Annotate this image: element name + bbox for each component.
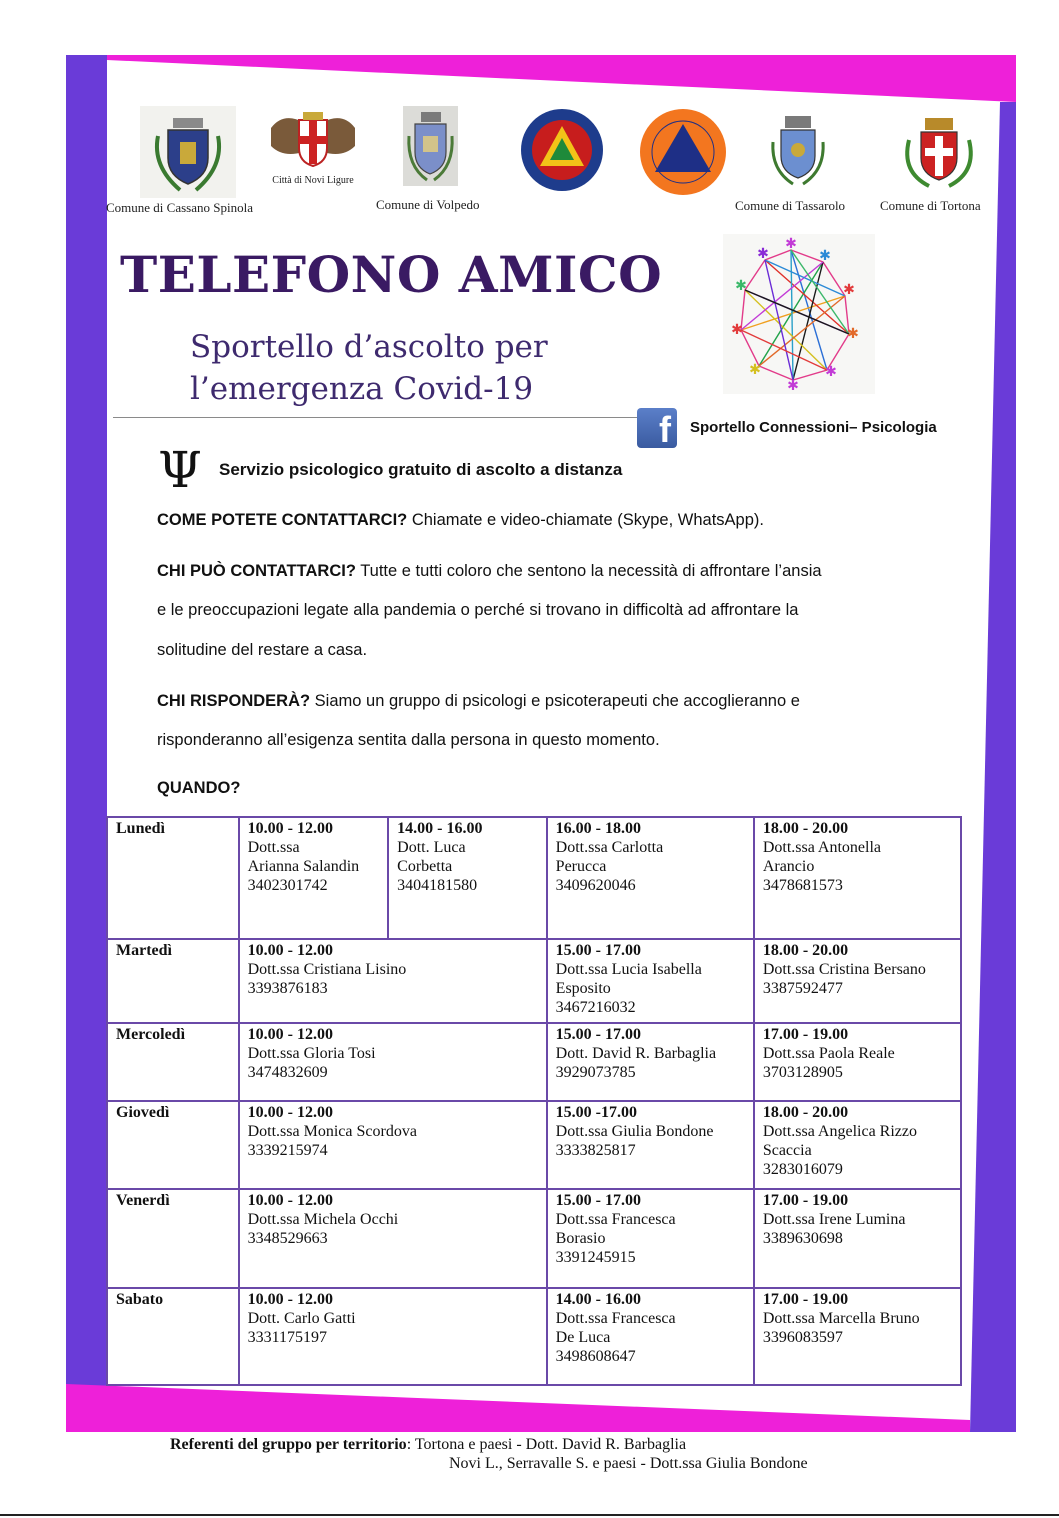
slot-doctor: Dott.ssa Francesca [555, 1310, 676, 1327]
crest-novi-icon [263, 108, 363, 170]
footer-line-2: Novi L., Serravalle S. e paesi - Dott.ssa Giulia Bondone [449, 1455, 808, 1472]
slot-cell [239, 1288, 547, 1385]
caption-cassano: Comune di Cassano Spinola [106, 200, 253, 215]
slot-time: 10.00 - 12.00 [247, 820, 333, 837]
page-title: TELEFONO AMICO [120, 245, 663, 304]
table-row [107, 1189, 961, 1288]
logo-crest-volpedo [403, 106, 458, 186]
logo-crest-cassano [140, 106, 236, 198]
slot-doctor: Dott.ssa Michela Occhi [247, 1211, 399, 1228]
slot-time: 10.00 - 12.00 [247, 1026, 333, 1043]
slot-doctor: Dott.ssa Angelica Rizzo [762, 1123, 917, 1140]
day-cell: Martedì [107, 939, 239, 1023]
slot-doctor: Dott.ssa [247, 839, 300, 856]
table-row [107, 1023, 961, 1101]
text-who-can-contact-3: solitudine del restare a casa. [157, 641, 368, 659]
slot-time: 10.00 - 12.00 [247, 1291, 333, 1308]
caption-volpedo: Comune di Volpedo [376, 197, 480, 212]
slot-doctor: Dott. Carlo Gatti [247, 1310, 356, 1327]
facebook-page-label[interactable]: Sportello Connessioni– Psicologia [690, 419, 937, 436]
slot-cell [239, 1189, 547, 1288]
slot-time: 17.00 - 19.00 [762, 1026, 849, 1043]
slot-doctor: Dott.ssa Irene Lumina [762, 1211, 906, 1228]
day-cell: Sabato [107, 1288, 239, 1385]
caption-tassarolo: Comune di Tassarolo [735, 198, 846, 213]
slot-time: 16.00 - 18.00 [555, 820, 641, 837]
schedule-table [106, 816, 962, 1386]
slot-doctor: Arancio [762, 858, 815, 875]
slot-doctor: Scaccia [762, 1142, 812, 1159]
svg-text:✱: ✱ [787, 378, 799, 394]
network-graph-icon [723, 234, 875, 394]
novi-caption: Città di Novi Ligure [272, 175, 354, 186]
slot-phone: 3339215974 [247, 1142, 328, 1159]
svg-text:✱: ✱ [819, 248, 831, 264]
svg-text:✱: ✱ [843, 282, 855, 298]
paragraph-who-will-answer-line-1 [157, 692, 800, 711]
slot-phone: 3703128905 [762, 1064, 843, 1081]
text-who-can-contact-1: Tutte e tutti coloro che sentono la necessità di affrontare l’ansia [355, 562, 822, 580]
psi-symbol-icon: Ψ [158, 441, 202, 499]
page-subtitle [190, 326, 548, 410]
slot-cell [239, 817, 389, 939]
slot-doctor: Perucca [555, 858, 607, 875]
slot-phone: 3387592477 [762, 980, 843, 997]
network-illustration [723, 234, 875, 394]
slot-phone: 3498608647 [555, 1348, 636, 1365]
text-how-to-contact: Chiamate e video-chiamate (Skype, WhatsApp). [407, 511, 764, 529]
slot-time: 10.00 - 12.00 [247, 1104, 333, 1121]
slot-doctor: Dott.ssa Cristiana Lisino [247, 961, 407, 978]
title-divider [113, 417, 643, 418]
footer-referents [170, 1435, 808, 1473]
svg-text:✱: ✱ [825, 364, 837, 380]
slot-doctor: Corbetta [397, 858, 453, 875]
slot-time: 15.00 -17.00 [555, 1104, 637, 1121]
protezione-civile-icon [637, 108, 729, 196]
svg-text:✱: ✱ [757, 246, 769, 262]
slot-doctor: Dott. Luca [397, 839, 466, 856]
slot-doctor: Dott.ssa Marcella Bruno [762, 1310, 920, 1327]
slot-time: 14.00 - 16.00 [397, 820, 483, 837]
logo-crest-tortona [895, 116, 983, 192]
slot-doctor: Dott.ssa Gloria Tosi [247, 1045, 376, 1062]
slot-cell [754, 1023, 961, 1101]
slot-phone: 3391245915 [555, 1249, 636, 1266]
svg-text:✱: ✱ [731, 322, 743, 338]
slot-cell [239, 1023, 547, 1101]
slot-phone: 3409620046 [555, 877, 636, 894]
label-who-will-answer: CHI RISPONDERÀ? [157, 692, 311, 710]
subtitle-line-1: Sportello d’ascolto per [190, 329, 548, 365]
slot-doctor: Dott.ssa Antonella [762, 839, 882, 856]
slot-time: 15.00 - 17.00 [555, 942, 641, 959]
table-row [107, 1101, 961, 1189]
slot-phone: 3474832609 [247, 1064, 328, 1081]
caption-tortona: Comune di Tortona [880, 198, 981, 213]
crest-tortona-icon [895, 116, 983, 192]
slot-doctor: Esposito [555, 980, 611, 997]
slot-phone: 3348529663 [247, 1230, 328, 1247]
svg-text:✱: ✱ [749, 362, 761, 378]
label-who-can-contact: CHI PUÒ CONTATTARCI? [157, 562, 356, 580]
slot-cell [547, 1189, 754, 1288]
slot-phone: 3283016079 [762, 1161, 843, 1178]
text-who-will-answer-2: risponderanno all’esigenza sentita dalla persona in questo momento. [157, 731, 660, 749]
logo-civil-protection-badge [518, 108, 606, 192]
table-row [107, 817, 961, 939]
table-row [107, 1288, 961, 1385]
slot-doctor: Arianna Salandin [247, 858, 360, 875]
slot-cell [754, 1101, 961, 1189]
slot-cell [547, 1288, 754, 1385]
crest-volpedo-icon [403, 106, 458, 186]
slot-doctor: Dott.ssa Monica Scordova [247, 1123, 417, 1140]
logo-protezione-civile [637, 108, 729, 196]
slot-doctor: Dott.ssa Carlotta [555, 839, 664, 856]
slot-cell [754, 1288, 961, 1385]
day-cell: Venerdì [107, 1189, 239, 1288]
slot-cell [547, 939, 754, 1023]
slot-phone: 3393876183 [247, 980, 328, 997]
slot-time: 17.00 - 19.00 [762, 1192, 849, 1209]
slot-time: 14.00 - 16.00 [555, 1291, 641, 1308]
day-cell: Giovedì [107, 1101, 239, 1189]
table-row [107, 939, 961, 1023]
slot-cell [547, 817, 754, 939]
slot-cell [754, 939, 961, 1023]
text-who-can-contact-2: e le preoccupazioni legate alla pandemia o perché si trovano in difficoltà ad affrontare la [157, 601, 799, 619]
slot-doctor: Dott.ssa Lucia Isabella [555, 961, 702, 978]
svg-text:✱: ✱ [785, 236, 797, 252]
slot-phone: 3333825817 [555, 1142, 636, 1159]
civil-protection-badge-icon [518, 108, 606, 192]
slot-phone: 3402301742 [247, 877, 328, 894]
logo-crest-novi [263, 108, 363, 188]
slot-phone: 3404181580 [397, 877, 478, 894]
footer-label: Referenti del gruppo per territorio [170, 1436, 407, 1453]
slot-doctor: Borasio [555, 1230, 606, 1247]
slot-cell [388, 817, 547, 939]
slot-cell [239, 1101, 547, 1189]
logo-crest-tassarolo [765, 110, 831, 190]
text-who-will-answer-1: Siamo un gruppo di psicologi e psicoterapeuti che accoglieranno e [310, 692, 800, 710]
svg-text:✱: ✱ [847, 326, 859, 342]
day-cell: Mercoledì [107, 1023, 239, 1101]
slot-cell [547, 1101, 754, 1189]
slot-doctor: Dott.ssa Giulia Bondone [555, 1123, 714, 1140]
paragraph-how-to-contact [157, 511, 764, 530]
left-purple-stripe [66, 55, 107, 1432]
slot-time: 18.00 - 20.00 [762, 820, 849, 837]
slot-time: 17.00 - 19.00 [762, 1291, 849, 1308]
subtitle-line-2: l’emergenza Covid-19 [190, 371, 534, 407]
svg-text:✱: ✱ [735, 278, 747, 294]
crest-cassano-icon [140, 106, 236, 198]
slot-doctor: Dott.ssa Francesca [555, 1211, 676, 1228]
slot-doctor: De Luca [555, 1329, 611, 1346]
label-how-to-contact: COME POTETE CONTATTARCI? [157, 511, 408, 529]
footer-line-1: : Tortona e paesi - Dott. David R. Barbaglia [406, 1436, 687, 1453]
slot-cell [754, 817, 961, 939]
slot-time: 15.00 - 17.00 [555, 1026, 641, 1043]
when-heading: QUANDO? [157, 779, 241, 797]
slot-phone: 3467216032 [555, 999, 636, 1016]
slot-phone: 3929073785 [555, 1064, 636, 1081]
slot-phone: 3331175197 [247, 1329, 328, 1346]
slot-doctor: Dott.ssa Cristina Bersano [762, 961, 926, 978]
slot-time: 18.00 - 20.00 [762, 1104, 849, 1121]
slot-time: 10.00 - 12.00 [247, 942, 333, 959]
slot-doctor: Dott. David R. Barbaglia [555, 1045, 717, 1062]
slot-cell [547, 1023, 754, 1101]
slot-cell [754, 1189, 961, 1288]
slot-time: 18.00 - 20.00 [762, 942, 849, 959]
facebook-icon[interactable]: f [637, 408, 677, 448]
slot-phone: 3478681573 [762, 877, 843, 894]
slot-doctor: Dott.ssa Paola Reale [762, 1045, 895, 1062]
crest-tassarolo-icon [765, 110, 831, 190]
slot-phone: 3396083597 [762, 1329, 843, 1346]
service-description: Servizio psicologico gratuito di ascolto a distanza [219, 460, 623, 479]
slot-phone: 3389630698 [762, 1230, 843, 1247]
slot-time: 10.00 - 12.00 [247, 1192, 333, 1209]
day-cell: Lunedì [107, 817, 239, 939]
paragraph-who-can-contact-line-1 [157, 562, 822, 581]
slot-cell [239, 939, 547, 1023]
slot-time: 15.00 - 17.00 [555, 1192, 641, 1209]
